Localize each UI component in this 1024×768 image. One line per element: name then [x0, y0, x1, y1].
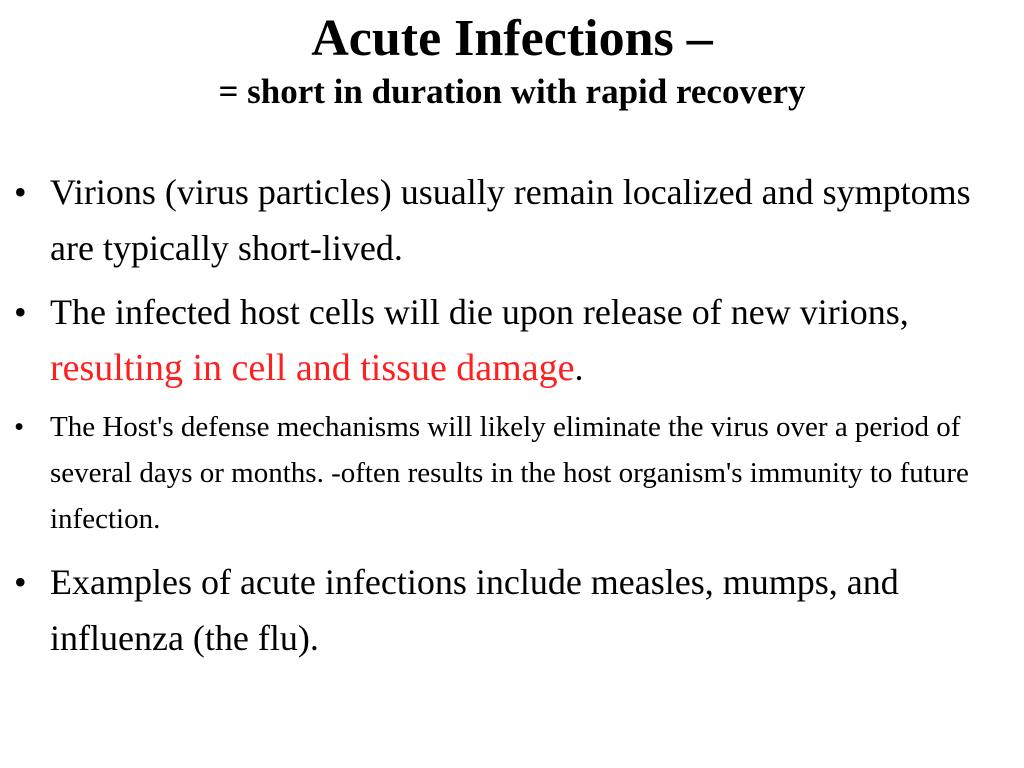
- bullet-text: The infected host cells will die upon release of new virions,: [50, 292, 909, 332]
- bullet-text: The Host's defense mechanisms will likely eliminate the virus over a period of several days or months. -often results in the host organism's immunity to future infection.: [50, 411, 969, 535]
- slide-title: Acute Infections –: [311, 10, 713, 67]
- slide-subtitle: = short in duration with rapid recovery: [218, 72, 806, 111]
- bullet-item: [0, 164, 1024, 276]
- bullet-list: [0, 160, 1024, 666]
- bullet-highlight-text: resulting in cell and tissue damage: [50, 347, 575, 389]
- bullet-text-end: .: [574, 348, 584, 388]
- bullet-text: Examples of acute infections include measles, mumps, and influenza (the flu).: [50, 562, 899, 658]
- bullet-dot-icon: •: [14, 172, 27, 212]
- bullet-text: Virions (virus particles) usually remain localized and symptoms are typically short-lived.: [50, 172, 971, 268]
- bullet-dot-icon: •: [14, 562, 27, 602]
- bullet-dot-icon: •: [14, 292, 27, 332]
- bullet-item: [0, 404, 1024, 542]
- bullet-dot-icon: •: [14, 411, 25, 443]
- title-block: [0, 6, 1024, 112]
- bullet-item: [0, 284, 1024, 396]
- bullet-item: [0, 554, 1024, 666]
